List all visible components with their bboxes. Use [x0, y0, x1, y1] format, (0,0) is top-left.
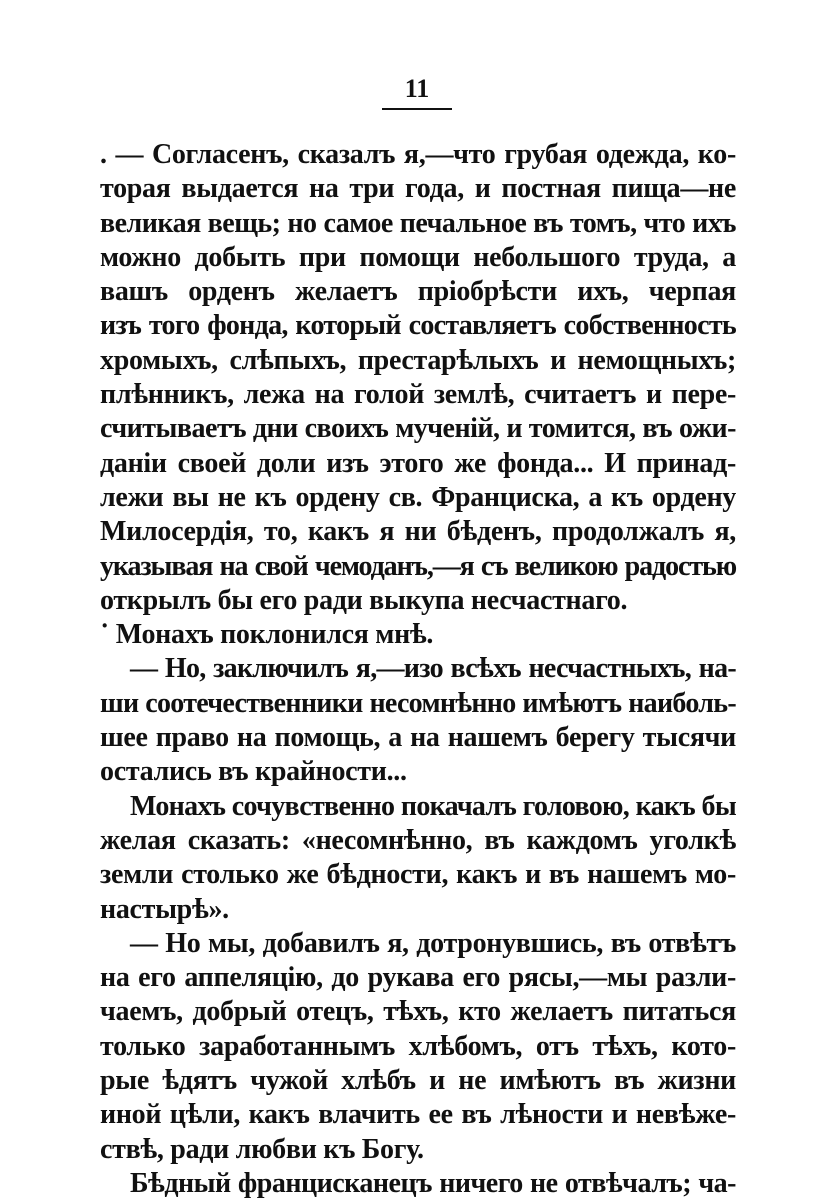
text-line: чаемъ, добрый отецъ, тѣхъ, кто желаетъ питаться	[100, 996, 736, 1028]
text-line: можно добыть при помощи небольшого труда, а	[100, 241, 736, 273]
text-line: только заработаннымъ хлѣбомъ, отъ тѣхъ, кото-	[100, 1030, 736, 1062]
text-line: на его аппеляцію, до рукава его рясы,—мы разли-	[100, 962, 736, 994]
text-line: Бѣдный францисканецъ ничего не отвѣчалъ; ча-	[130, 1167, 736, 1199]
text-line: считываетъ дни своихъ мученій, и томится, въ ожи-	[100, 413, 736, 445]
text-line: вашъ орденъ желаетъ пріобрѣсти ихъ, черпая	[100, 276, 736, 308]
text-line: земли столько же бѣдности, какъ и въ нашемъ мо-	[100, 859, 736, 891]
text-line: ствѣ, ради любви къ Богу.	[100, 1133, 424, 1165]
text-line: желая сказать: «несомнѣнно, въ каждомъ уголкѣ	[100, 824, 736, 856]
text-line: Милосердія, то, какъ я ни бѣденъ, продолжалъ я,	[100, 516, 736, 548]
text-line: ши соотечественники несомнѣнно имѣютъ наиболь-	[100, 687, 736, 719]
text-line: иной цѣли, какъ влачить ее въ лѣности и невѣже-	[100, 1099, 736, 1131]
text-line: — Но, заключилъ я,—изо всѣхъ несчастныхъ, на-	[130, 653, 736, 685]
page-number: 11	[404, 74, 430, 103]
text-line: изъ того фонда, который составляетъ собственность	[100, 310, 736, 342]
text-line: плѣнникъ, лежа на голой землѣ, считаетъ и пере-	[100, 379, 736, 411]
text-line: даніи своей доли изъ этого же фонда... И принад-	[100, 447, 736, 479]
text-line: указывая на свой чемоданъ,—я съ великою радостью	[100, 550, 736, 582]
text-line: Монахъ сочувственно покачалъ головою, какъ бы	[130, 790, 736, 822]
text-line: — Но мы, добавилъ я, дотронувшись, въ отвѣтъ	[130, 927, 736, 959]
text-line: лежи вы не къ ордену св. Франциска, а къ ордену	[100, 481, 736, 513]
text-line: остались въ крайности...	[100, 756, 407, 788]
text-line: рые ѣдятъ чужой хлѣбъ и не имѣютъ въ жизни	[100, 1065, 736, 1097]
body-text	[100, 138, 736, 1201]
text-line: великая вещь; но самое печальное въ томъ, что ихъ	[100, 207, 736, 239]
text-line: . — Согласенъ, сказалъ я,—что грубая одежда, ко-	[100, 139, 736, 170]
text-line: шее право на помощь, а на нашемъ берегу тысячи	[100, 722, 736, 754]
text-line: настырѣ».	[100, 893, 229, 925]
text-line: ˙ Монахъ поклонился мнѣ.	[100, 619, 434, 651]
text-line: торая выдается на три года, и постная пища—не	[100, 173, 736, 205]
page-number-rule	[382, 108, 452, 110]
text-line: хромыхъ, слѣпыхъ, престарѣлыхъ и немощныхъ;	[100, 344, 736, 376]
text-line: открылъ бы его ради выкупа несчастнаго.	[100, 584, 628, 616]
